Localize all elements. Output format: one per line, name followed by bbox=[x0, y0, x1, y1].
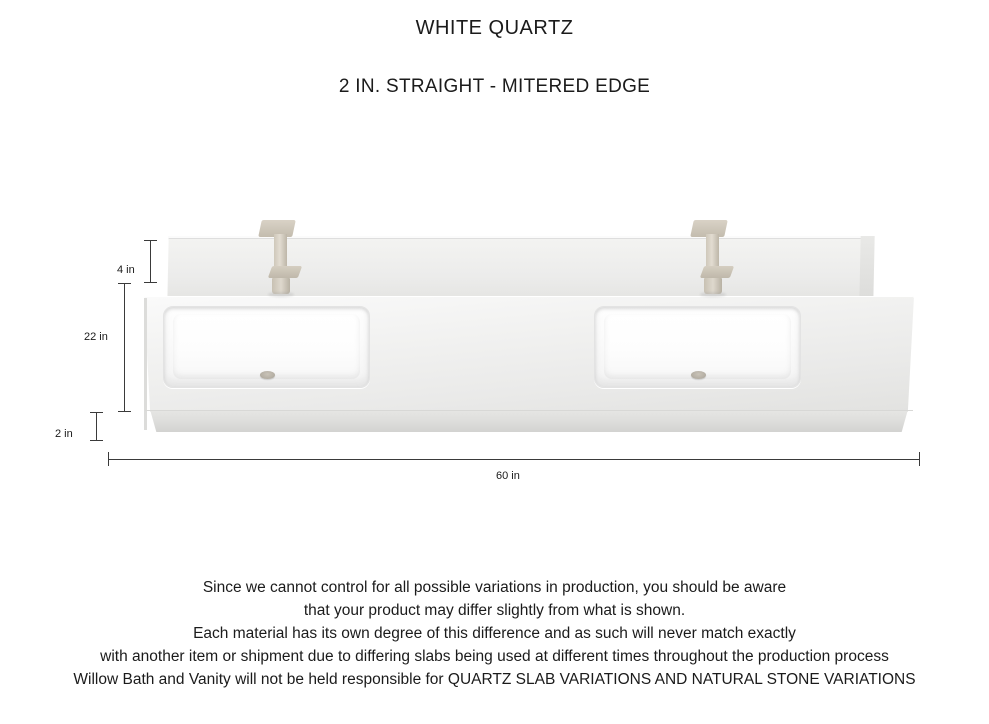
disclaimer-text bbox=[0, 576, 989, 691]
dimension-line-backsplash bbox=[150, 240, 151, 282]
dimension-tick bbox=[144, 240, 157, 241]
dimension-line-depth bbox=[124, 283, 125, 411]
dimension-tick bbox=[118, 411, 131, 412]
drain-icon bbox=[260, 371, 275, 379]
faucet-shadow bbox=[268, 292, 294, 297]
page-title: WHITE QUARTZ bbox=[415, 17, 574, 39]
disclaimer-line-4: with another item or shipment due to differing slabs being used at different times throughout the production process bbox=[100, 648, 889, 665]
sink-left-basin bbox=[173, 314, 360, 379]
faucet-shadow bbox=[700, 292, 726, 297]
dimension-line-width bbox=[108, 459, 920, 460]
sink-left bbox=[163, 306, 370, 388]
faucet-left bbox=[258, 220, 302, 310]
disclaimer-line-3: Each material has its own degree of this difference and as such will never match exactly bbox=[193, 625, 796, 642]
dimension-label-depth: 22 in bbox=[84, 331, 108, 343]
sink-right-basin bbox=[604, 314, 791, 379]
disclaimer-line-5: Willow Bath and Vanity will not be held responsible for QUARTZ SLAB VARIATIONS AND NATURAL STONE VARIATIONS bbox=[73, 671, 916, 688]
dimension-tick bbox=[118, 283, 131, 284]
countertop-front-edge bbox=[144, 410, 914, 432]
dimension-tick bbox=[144, 282, 157, 283]
disclaimer-line-2: that your product may differ slightly from what is shown. bbox=[303, 602, 686, 619]
countertop-illustration bbox=[108, 220, 928, 470]
disclaimer-line-1: Since we cannot control for all possible variations in production, you should be aware bbox=[202, 579, 787, 596]
dimension-line-edge bbox=[96, 412, 97, 440]
dimension-tick bbox=[90, 440, 103, 441]
dimension-label-edge-thickness: 2 in bbox=[55, 428, 73, 440]
dimension-tick bbox=[108, 452, 109, 466]
sink-right bbox=[594, 306, 801, 388]
faucet-right bbox=[690, 220, 734, 310]
faucet-handle bbox=[268, 266, 302, 278]
backsplash-right-return bbox=[859, 236, 874, 302]
faucet-handle bbox=[700, 266, 734, 278]
mitered-edge-line bbox=[145, 410, 913, 411]
page-subtitle: 2 IN. STRAIGHT - MITERED EDGE bbox=[338, 76, 651, 97]
dimension-label-backsplash-height: 4 in bbox=[117, 264, 135, 276]
dimension-tick bbox=[90, 412, 103, 413]
drain-icon bbox=[691, 371, 706, 379]
dimension-tick bbox=[919, 452, 920, 466]
dimension-label-width: 60 in bbox=[496, 470, 520, 482]
